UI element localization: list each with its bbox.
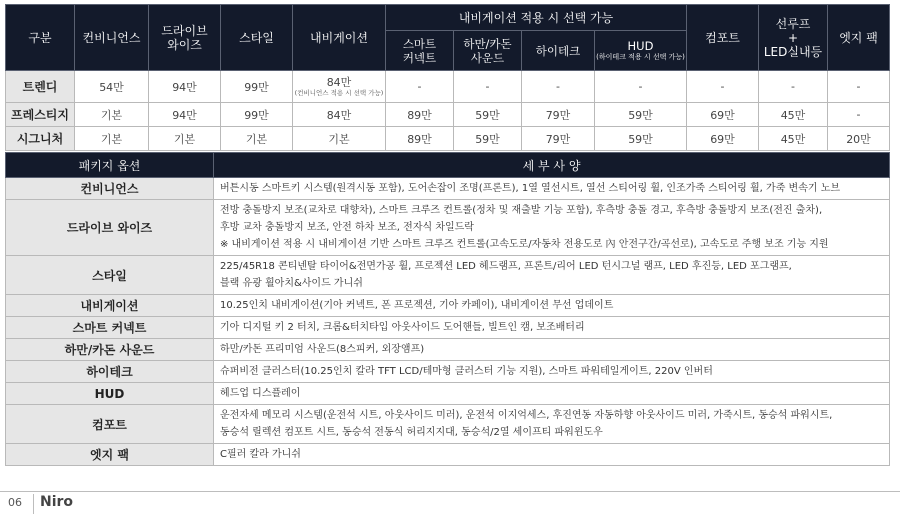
page-number: 06 (8, 496, 22, 509)
package-details (214, 361, 890, 383)
package-option-name: HUD (6, 383, 214, 405)
price-cell: 기본 (221, 127, 293, 151)
package-row (6, 295, 890, 317)
header-hud (595, 31, 687, 71)
price-cell: 기본 (75, 103, 149, 127)
detail-line: 동승석 릴렉션 컴포트 시트, 동승석 전동식 허리지지대, 동승석/2열 세이프티 파워윈도우 (220, 427, 603, 438)
header-navigation: 내비게이션 (293, 5, 386, 71)
header-hud-label: HUD (627, 39, 654, 53)
package-row (6, 317, 890, 339)
detail-line: 기아 디지털 키 2 터치, 크롬&터치타입 아웃사이드 도어핸들, 빌트인 캠, 보조배터리 (220, 322, 585, 333)
price-cell: 59만 (595, 103, 687, 127)
trim-name: 프레스티지 (6, 103, 75, 127)
detail-line: 운전자세 메모리 시스템(운전석 시트, 아웃사이드 미러), 운전석 이지억세스, 후진연동 자동하향 아웃사이드 미러, 가죽시트, 동승석 파워시트, (220, 410, 833, 421)
brand-name: Niro (40, 494, 74, 510)
detail-line: 하만/카돈 프리미엄 사운드(8스피커, 외장앰프) (220, 344, 425, 355)
package-option-name: 스타일 (6, 256, 214, 295)
price-cell: - (687, 71, 759, 103)
detail-line: 헤드업 디스플레이 (220, 388, 301, 399)
package-details (214, 256, 890, 295)
trim-name: 트렌디 (6, 71, 75, 103)
package-details (214, 339, 890, 361)
package-table (5, 152, 890, 466)
package-details (214, 178, 890, 200)
price-cell: - (386, 71, 454, 103)
price-cell: 79만 (522, 127, 595, 151)
price-cell: 54만 (75, 71, 149, 103)
price-cell: 69만 (687, 127, 759, 151)
price-cell: 59만 (454, 103, 522, 127)
header-nav-group: 내비게이션 적용 시 선택 가능 (386, 5, 687, 31)
price-cell: 94만 (149, 103, 221, 127)
header-hitech: 하이테크 (522, 31, 595, 71)
price-cell: 69만 (687, 103, 759, 127)
price-note: (컨비니언스 적용 시 선택 가능) (294, 88, 384, 97)
package-option-name: 하만/카돈 사운드 (6, 339, 214, 361)
price-cell: 20만 (828, 127, 890, 151)
price-row (6, 127, 890, 151)
price-cell: - (595, 71, 687, 103)
price-cell: 99만 (221, 103, 293, 127)
price-cell: 기본 (75, 127, 149, 151)
header-gubun: 구분 (6, 5, 75, 71)
header-package-option: 패키지 옵션 (6, 153, 214, 178)
package-row (6, 256, 890, 295)
package-option-name: 내비게이션 (6, 295, 214, 317)
header-smart-connect: 스마트 커넥트 (386, 31, 454, 71)
detail-line: 블랙 유광 휠아치&사이드 가니쉬 (220, 278, 363, 289)
price-value: 84만 (326, 75, 352, 89)
price-row (6, 103, 890, 127)
package-details (214, 383, 890, 405)
header-hud-note: (하이테크 적용 시 선택 가능) (596, 53, 685, 61)
package-row (6, 339, 890, 361)
price-cell: 84만 (293, 103, 386, 127)
package-option-name: 컨비니언스 (6, 178, 214, 200)
header-comfort: 컴포트 (687, 5, 759, 71)
price-cell: - (454, 71, 522, 103)
price-cell: - (828, 103, 890, 127)
header-style: 스타일 (221, 5, 293, 71)
detail-line: 버튼시동 스마트키 시스템(원격시동 포함), 도어손잡이 조명(프론트), 1열 열선시트, 열선 스티어링 휠, 인조가죽 스티어링 휠, 가죽 변속기 노브 (220, 183, 841, 194)
package-option-name: 하이테크 (6, 361, 214, 383)
price-cell: 기본 (149, 127, 221, 151)
price-cell: 99만 (221, 71, 293, 103)
header-sunroof: 선루프 + LED실내등 (759, 5, 828, 71)
package-option-name: 스마트 커넥트 (6, 317, 214, 339)
price-cell: 79만 (522, 103, 595, 127)
package-row (6, 361, 890, 383)
header-package-details: 세 부 사 양 (214, 153, 890, 178)
detail-line: 10.25인치 내비게이션(기아 커넥트, 폰 프로젝션, 기아 카페이), 내비게이션 무선 업데이트 (220, 300, 614, 311)
detail-line: 후방 교차 충돌방지 보조, 안전 하차 보조, 전자식 차일드락 (220, 222, 474, 233)
header-harman: 하만/카돈 사운드 (454, 31, 522, 71)
detail-line: C필러 칼라 가니쉬 (220, 449, 301, 460)
package-option-name: 엣지 팩 (6, 444, 214, 466)
header-convenience: 컨비니언스 (75, 5, 149, 71)
package-details (214, 405, 890, 444)
package-details (214, 200, 890, 256)
package-details (214, 317, 890, 339)
price-cell: 45만 (759, 103, 828, 127)
trim-name: 시그니처 (6, 127, 75, 151)
package-row (6, 178, 890, 200)
price-cell: - (759, 71, 828, 103)
price-cell: 45만 (759, 127, 828, 151)
detail-line: 225/45R18 콘티넨탈 타이어&전면가공 휠, 프로젝션 LED 헤드램프, 프론트/리어 LED 턴시그널 램프, LED 후진등, LED 포그램프, (220, 261, 792, 272)
price-table (5, 4, 890, 151)
price-cell: 59만 (454, 127, 522, 151)
package-option-name: 컴포트 (6, 405, 214, 444)
price-cell: 89만 (386, 103, 454, 127)
price-cell: 94만 (149, 71, 221, 103)
detail-line: 슈퍼비전 클러스터(10.25인치 칼라 TFT LCD/테마형 클러스터 기능 지원), 스마트 파워테일게이트, 220V 인버터 (220, 366, 713, 377)
price-cell: 89만 (386, 127, 454, 151)
price-cell: - (828, 71, 890, 103)
package-row (6, 200, 890, 256)
package-details (214, 295, 890, 317)
price-cell: 59만 (595, 127, 687, 151)
detail-line: ※ 내비게이션 적용 시 내비게이션 기반 스마트 크루즈 컨트롤(고속도로/자동차 전용도로 內 안전구간/곡선로), 고속도로 주행 보조 기능 지원 (220, 239, 829, 250)
package-row (6, 383, 890, 405)
price-row (6, 71, 890, 103)
footer-divider (0, 491, 900, 492)
footer-separator (33, 494, 34, 514)
price-cell: 기본 (293, 127, 386, 151)
package-row (6, 405, 890, 444)
price-cell (293, 71, 386, 103)
header-edge-pack: 엣지 팩 (828, 5, 890, 71)
package-row (6, 444, 890, 466)
price-cell: - (522, 71, 595, 103)
detail-line: 전방 충돌방지 보조(교차로 대향차), 스마트 크루즈 컨트롤(정차 및 재출발 기능 포함), 후측방 충돌 경고, 후측방 충돌방지 보조(전진 출차), (220, 205, 823, 216)
package-option-name: 드라이브 와이즈 (6, 200, 214, 256)
package-details (214, 444, 890, 466)
header-drive-wise: 드라이브 와이즈 (149, 5, 221, 71)
